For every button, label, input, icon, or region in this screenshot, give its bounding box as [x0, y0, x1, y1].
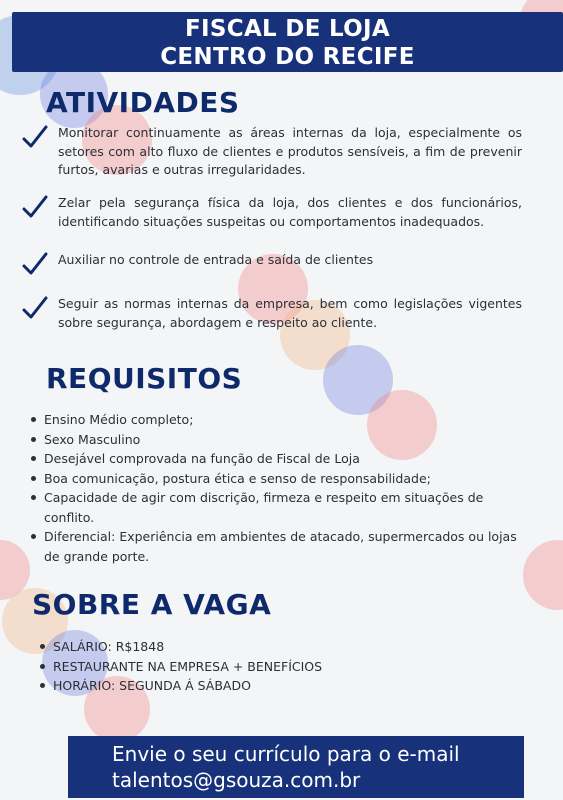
footer-banner: [68, 736, 524, 798]
list-item: SALÁRIO: R$1848: [36, 637, 516, 657]
job-details-list: [36, 637, 516, 696]
list-item: HORÁRIO: SEGUNDA Á SÁBADO: [36, 676, 516, 696]
activity-text: Zelar pela segurança física da loja, dos clientes e dos funcionários, identificando situações suspeitas ou comportamentos inadequados.: [58, 195, 522, 229]
header-title-line2: CENTRO DO RECIFE: [160, 44, 415, 70]
section-title-requisitos: REQUISITOS: [46, 362, 243, 395]
activity-text: Seguir as normas internas da empresa, bem como legislações vigentes sobre segurança, abordagem e respeito ao cliente.: [58, 296, 522, 330]
header-banner: [12, 12, 563, 72]
list-item: Capacidade de agir com discrição, firmeza e respeito em situações de conflito.: [28, 488, 528, 527]
watermark-circle: [523, 540, 563, 610]
footer-email: talentos@gsouza.com.br: [112, 768, 361, 792]
activity-text: Auxiliar no controle de entrada e saída de clientes: [58, 252, 374, 267]
check-icon: [22, 194, 48, 220]
activity-text: Monitorar continuamente as áreas internas da loja, especialmente os setores com alto fluxo de clientes e produtos sensíveis, a fim de prevenir furtos, avarias e outras irregularidades.: [58, 125, 522, 177]
check-icon: [22, 295, 48, 321]
header-title-line1: FISCAL DE LOJA: [185, 16, 390, 42]
list-item: Sexo Masculino: [28, 430, 528, 450]
list-item: RESTAURANTE NA EMPRESA + BENEFÍCIOS: [36, 657, 516, 677]
requirements-list: [28, 410, 528, 566]
section-title-atividades: ATIVIDADES: [46, 86, 240, 119]
footer-text-line1: Envie o seu currículo para o e-mail: [112, 742, 460, 766]
list-item: Diferencial: Experiência em ambientes de atacado, supermercados ou lojas de grande porte.: [28, 527, 528, 566]
check-icon: [22, 124, 48, 150]
check-icon: [22, 251, 48, 277]
list-item: Ensino Médio completo;: [28, 410, 528, 430]
list-item: Desejável comprovada na função de Fiscal de Loja: [28, 449, 528, 469]
list-item: Boa comunicação, postura ética e senso de responsabilidade;: [28, 469, 528, 489]
section-title-sobre-a-vaga: SOBRE A VAGA: [32, 588, 272, 621]
